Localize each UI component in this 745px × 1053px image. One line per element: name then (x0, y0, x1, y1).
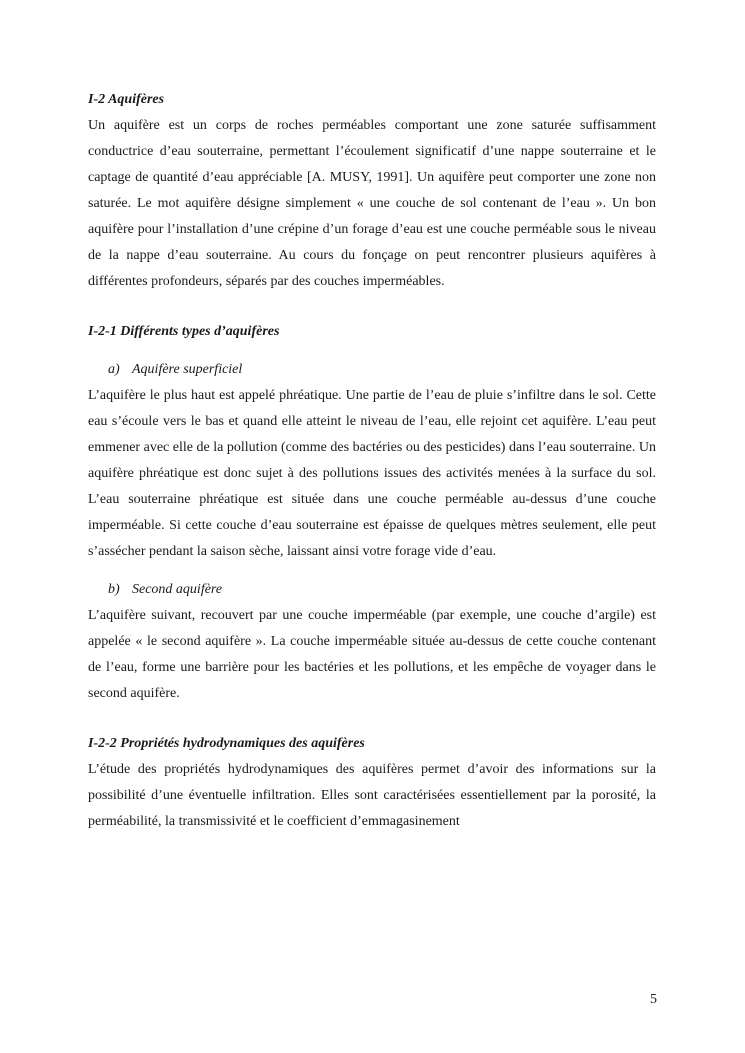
subsection-2-paragraph: L’étude des propriétés hydrodynamiques des aquifères permet d’avoir des informations sur la possibilité d’une éventuelle infiltration. Elles sont caractérisées essentiellement par la porosité, la perméabilité, la transmissivité et le coefficient d’emmagasinement (88, 762, 656, 829)
subsection-1-title: I-2-1 Différents types d’aquifères (88, 324, 280, 339)
page-number: 5 (650, 992, 657, 1007)
subsection-2-title: I-2-2 Propriétés hydrodynamiques des aquifères (88, 736, 365, 751)
section-title: I-2 Aquifères (88, 92, 165, 107)
subsection-1b-title: Second aquifère (132, 582, 223, 597)
subsection-1b-paragraph: L’aquifère suivant, recouvert par une couche imperméable (par exemple, une couche d’argile) est appelée « le second aquifère ». La couche imperméable située au-dessus de cette couche contenant de l’eau, forme une barrière pour les bactéries et les pollutions, et les empêche de voyager dans le second aquifère. (88, 608, 656, 701)
subsection-1b-heading (88, 577, 656, 603)
document-page (88, 87, 656, 835)
subsection-1a-paragraph: L’aquifère le plus haut est appelé phréatique. Une partie de l’eau de pluie s’infiltre dans le sol. Cette eau s’écoule vers le bas et quand elle atteint le niveau de l’eau, elle rejoint cet aquifère. L’eau peut emmener avec elle de la pollution (comme des bactéries ou des pesticides) dans l’eau souterraine. Un aquifère phréatique est donc sujet à des pollutions issues des activités menées à la surface du sol. L’eau souterraine phréatique est située dans une couche perméable au-dessus d’une couche imperméable. Si cette couche d’eau souterraine est épaisse de quelques mètres seulement, elle peut s’assécher pendant la saison sèche, laissant ainsi votre forage vide d’eau. (88, 388, 656, 559)
subsection-1a-title: Aquifère superficiel (132, 362, 243, 377)
list-marker: a) (108, 362, 120, 377)
list-marker: b) (108, 582, 120, 597)
section-intro-paragraph: Un aquifère est un corps de roches perméables comportant une zone saturée suffisamment conductrice d’eau souterraine, permettant l’écoulement significatif d’une nappe souterraine et le captage de quantité d’eau appréciable [A. MUSY, 1991]. Un aquifère peut comporter une zone non saturée. Le mot aquifère désigne simplement « une couche de sol contenant de l’eau ». Un bon aquifère pour l’installation d’une crépine d’un forage d’eau est une couche perméable sous le niveau de la nappe d’eau souterraine. Au cours du fonçage on peut rencontrer plusieurs aquifères à différentes profondeurs, séparés par des couches imperméables. (88, 118, 656, 289)
subsection-1a-heading (88, 357, 656, 383)
